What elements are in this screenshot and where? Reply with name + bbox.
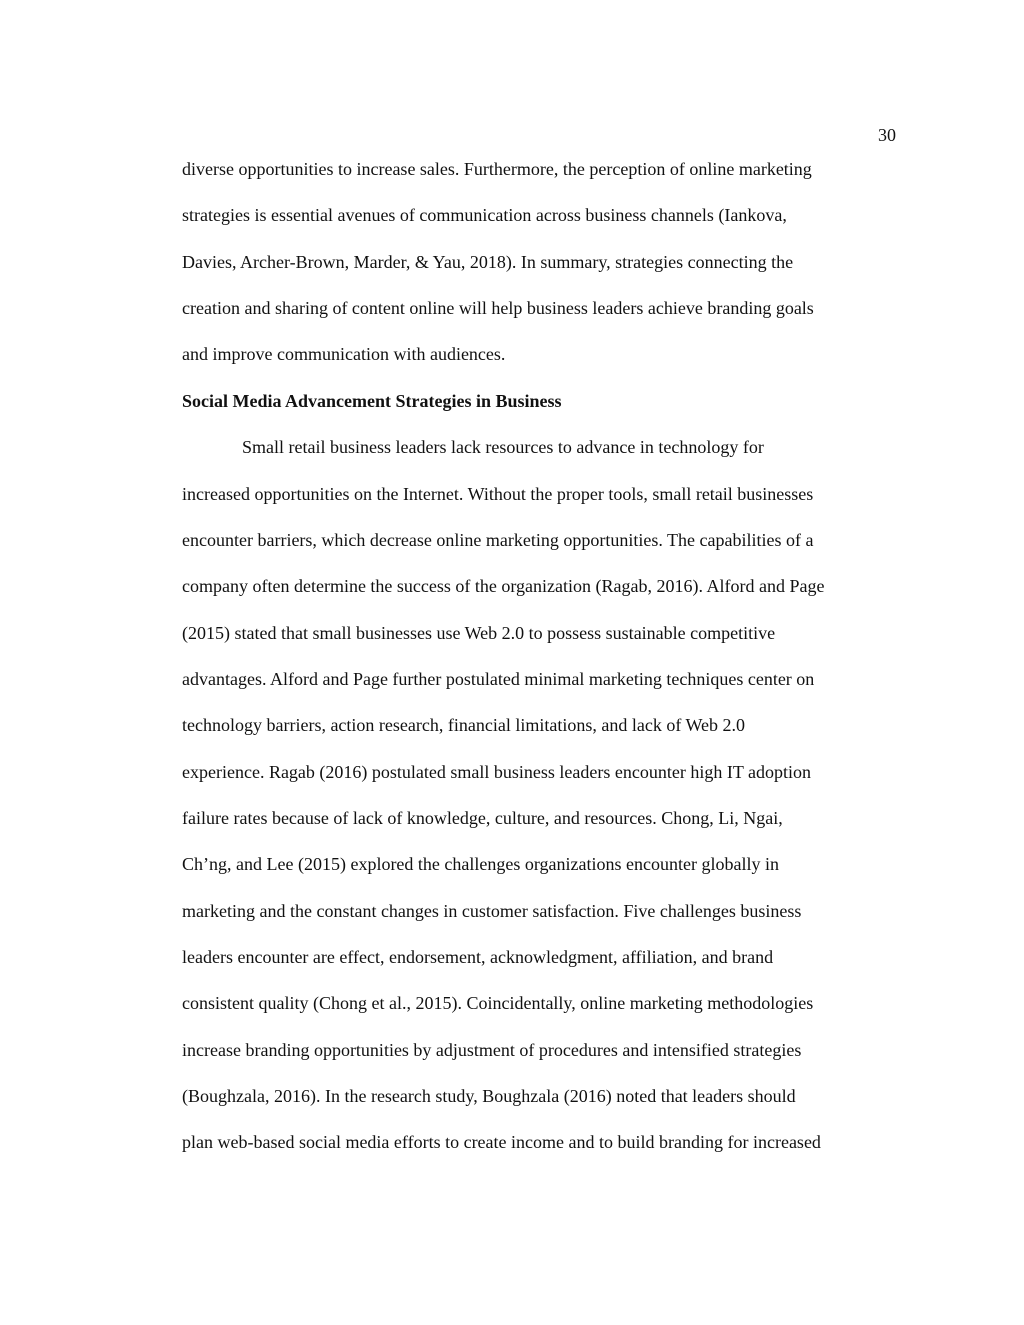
page-number: 30: [878, 125, 896, 145]
text-line: leaders encounter are effect, endorsement, acknowledgment, affiliation, and brand: [182, 947, 774, 967]
text-line: Davies, Archer-Brown, Marder, & Yau, 2018). In summary, strategies connecting the: [182, 252, 794, 272]
text-line: and improve communication with audiences.: [182, 344, 506, 364]
text-line: Ch’ng, and Lee (2015) explored the challenges organizations encounter globally in: [182, 854, 779, 874]
text-line: Small retail business leaders lack resources to advance in technology for: [242, 437, 764, 457]
text-line: marketing and the constant changes in customer satisfaction. Five challenges business: [182, 901, 802, 921]
text-line: (2015) stated that small businesses use Web 2.0 to possess sustainable competitive: [182, 623, 776, 643]
text-line: increase branding opportunities by adjustment of procedures and intensified strategies: [182, 1040, 802, 1060]
text-line: consistent quality (Chong et al., 2015). Coincidentally, online marketing methodologies: [182, 993, 814, 1013]
text-line: experience. Ragab (2016) postulated small business leaders encounter high IT adoption: [182, 762, 811, 782]
section-heading: Social Media Advancement Strategies in Business: [182, 391, 562, 411]
text-line: diverse opportunities to increase sales. Furthermore, the perception of online marketing: [182, 159, 812, 179]
text-line: encounter barriers, which decrease online marketing opportunities. The capabilities of a: [182, 530, 814, 550]
text-line: failure rates because of lack of knowledge, culture, and resources. Chong, Li, Ngai,: [182, 808, 783, 828]
text-line: plan web-based social media efforts to create income and to build branding for increased: [182, 1132, 821, 1152]
text-line: technology barriers, action research, financial limitations, and lack of Web 2.0: [182, 715, 746, 735]
text-line: (Boughzala, 2016). In the research study, Boughzala (2016) noted that leaders should: [182, 1086, 796, 1106]
text-line: company often determine the success of the organization (Ragab, 2016). Alford and Page: [182, 576, 825, 596]
text-line: advantages. Alford and Page further postulated minimal marketing techniques center on: [182, 669, 815, 689]
text-line: increased opportunities on the Internet. Without the proper tools, small retail businesses: [182, 484, 814, 504]
text-line: strategies is essential avenues of communication across business channels (Iankova,: [182, 205, 787, 225]
text-line: creation and sharing of content online will help business leaders achieve branding goals: [182, 298, 814, 318]
